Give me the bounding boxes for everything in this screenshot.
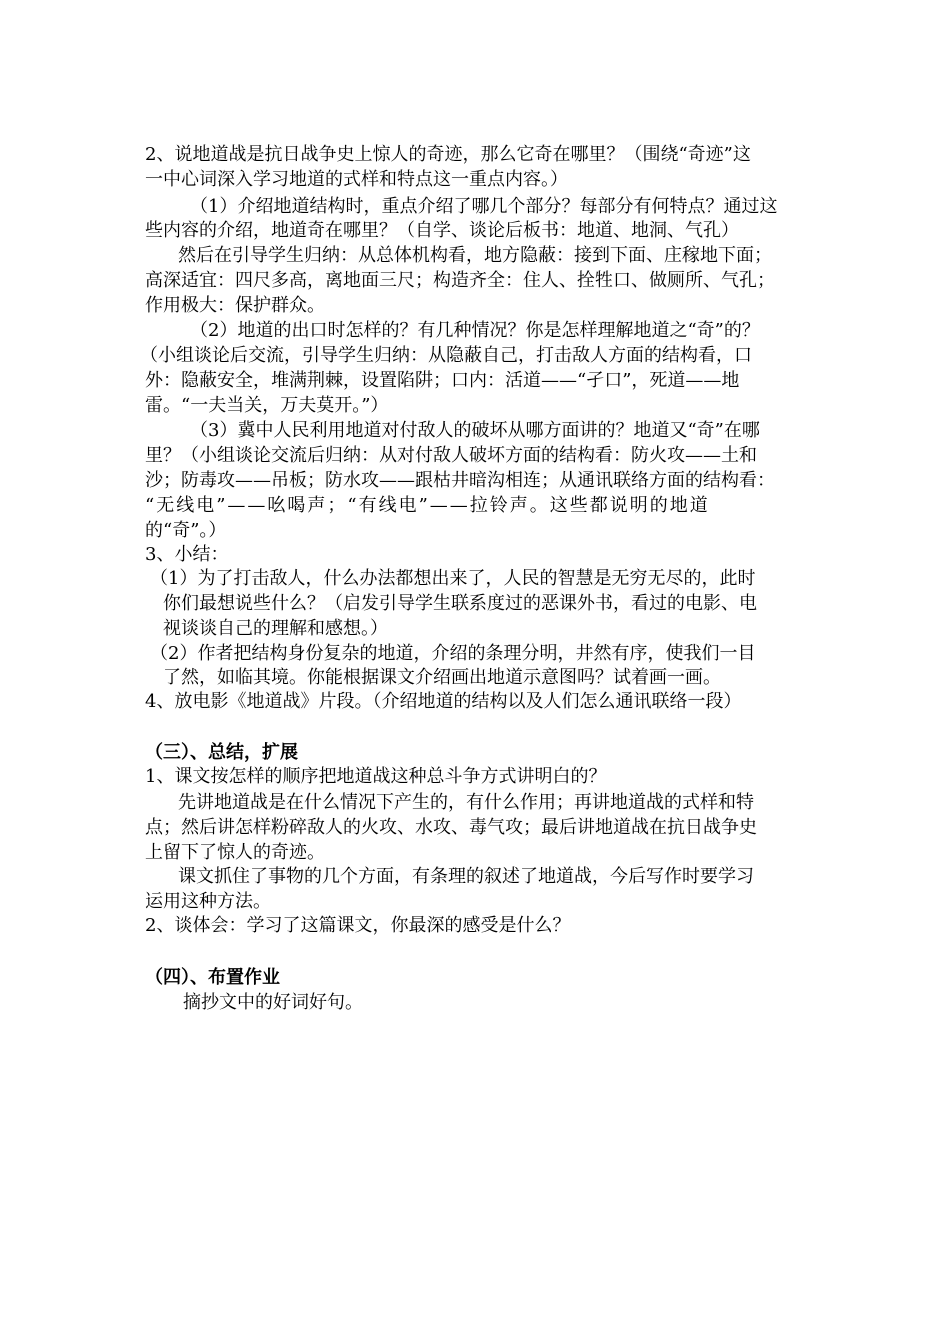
point-3-line-2: 里？（小组谈论交流后归纳：从对付敌人破坏方面的结构看：防火攻——土和 [145, 445, 757, 466]
point-2-line-1: （2）地道的出口时怎样的？有几种情况？你是怎样理解地道之“奇”的？ [190, 320, 760, 341]
question-1: 1、课文按怎样的顺序把地道战这种总斗争方式讲明白的？ [145, 766, 607, 787]
section-4-movie: 4、放电影《地道战》片段。（介绍地道的结构以及人们怎么通讯联络一段） [145, 691, 742, 712]
summary-point-2-line-2: 了然，如临其境。你能根据课文介绍画出地道示意图吗？试着画一画。 [163, 667, 721, 688]
summary-point-1-line-3: 视谈谈自己的理解和感想。） [163, 618, 388, 639]
point-2-line-2: （小组谈论后交流，引导学生归纳：从隐蔽自己，打击敌人方面的结构看，口 [140, 345, 752, 366]
summary-point-1-line-2: 你们最想说些什么？（启发引导学生联系度过的恶课外书，看过的电影、电 [163, 593, 757, 614]
question-2: 2、谈体会：学习了这篇课文，你最深的感受是什么？ [145, 915, 571, 936]
homework-text: 摘抄文中的好词好句。 [183, 992, 363, 1013]
point-3-line-3: 沙；防毒攻——吊板；防水攻——跟枯井暗沟相连；从通讯联络方面的结构看： [145, 470, 775, 491]
point-1-line-2: 些内容的介绍，地道奇在哪里？（自学、谈论后板书：地道、地洞、气孔） [145, 220, 739, 241]
section-2-question-line-2: 一中心词深入学习地道的式样和特点这一重点内容。） [145, 169, 568, 190]
point-3-line-5: 的“奇”。） [145, 520, 227, 541]
point-2-line-4: 雷。“一夫当关，万夫莫开。”） [145, 395, 389, 416]
section-heading-homework: （四）、布置作业 [145, 967, 280, 988]
point-2-line-3: 外：隐蔽安全，堆满荆棘，设置陷阱；口内：活道——“孑口”，死道——地 [145, 370, 740, 391]
summary-line-3: 作用极大：保护群众。 [145, 295, 325, 316]
answer-1-line-3: 上留下了惊人的奇迹。 [145, 842, 325, 863]
section-2-question-line-1: 2、说地道战是抗日战争史上惊人的奇迹，那么它奇在哪里？（围绕“奇迹”这 [145, 144, 751, 165]
summary-line-1: 然后在引导学生归纳：从总体机构看，地方隐蔽：接到下面、庄稼地下面； [178, 245, 772, 266]
section-3-summary-title: 3、小结： [145, 544, 229, 565]
summary-line-2: 高深适宜：四尺多高，离地面三尺；构造齐全：住人、拴牲口、做厕所、气孔； [145, 270, 775, 291]
point-3-line-1: （3）冀中人民利用地道对付敌人的破坏从哪方面讲的？地道又“奇”在哪 [190, 420, 760, 441]
answer-1-line-4: 课文抓住了事物的几个方面，有条理的叙述了地道战，今后写作时要学习 [178, 866, 754, 887]
summary-point-1-line-1: （1）为了打击敌人，什么办法都想出来了，人民的智慧是无穷无尽的，此时 [150, 568, 756, 589]
point-3-line-4: “无线电”——吆喝声；“有线电”——拉铃声。这些都说明的地道 [145, 495, 710, 516]
answer-1-line-1: 先讲地道战是在什么情况下产生的，有什么作用；再讲地道战的式样和特 [178, 792, 754, 813]
answer-1-line-5: 运用这种方法。 [145, 891, 271, 912]
summary-point-2-line-1: （2）作者把结构身份复杂的地道，介绍的条理分明，井然有序，使我们一目 [150, 643, 756, 664]
section-heading-summary-extension: （三）、总结，扩展 [145, 742, 298, 763]
answer-1-line-2: 点；然后讲怎样粉碎敌人的火攻、水攻、毒气攻；最后讲地道战在抗日战争史 [145, 817, 757, 838]
point-1-line-1: （1）介绍地道结构时，重点介绍了哪几个部分？每部分有何特点？通过这 [190, 196, 778, 217]
